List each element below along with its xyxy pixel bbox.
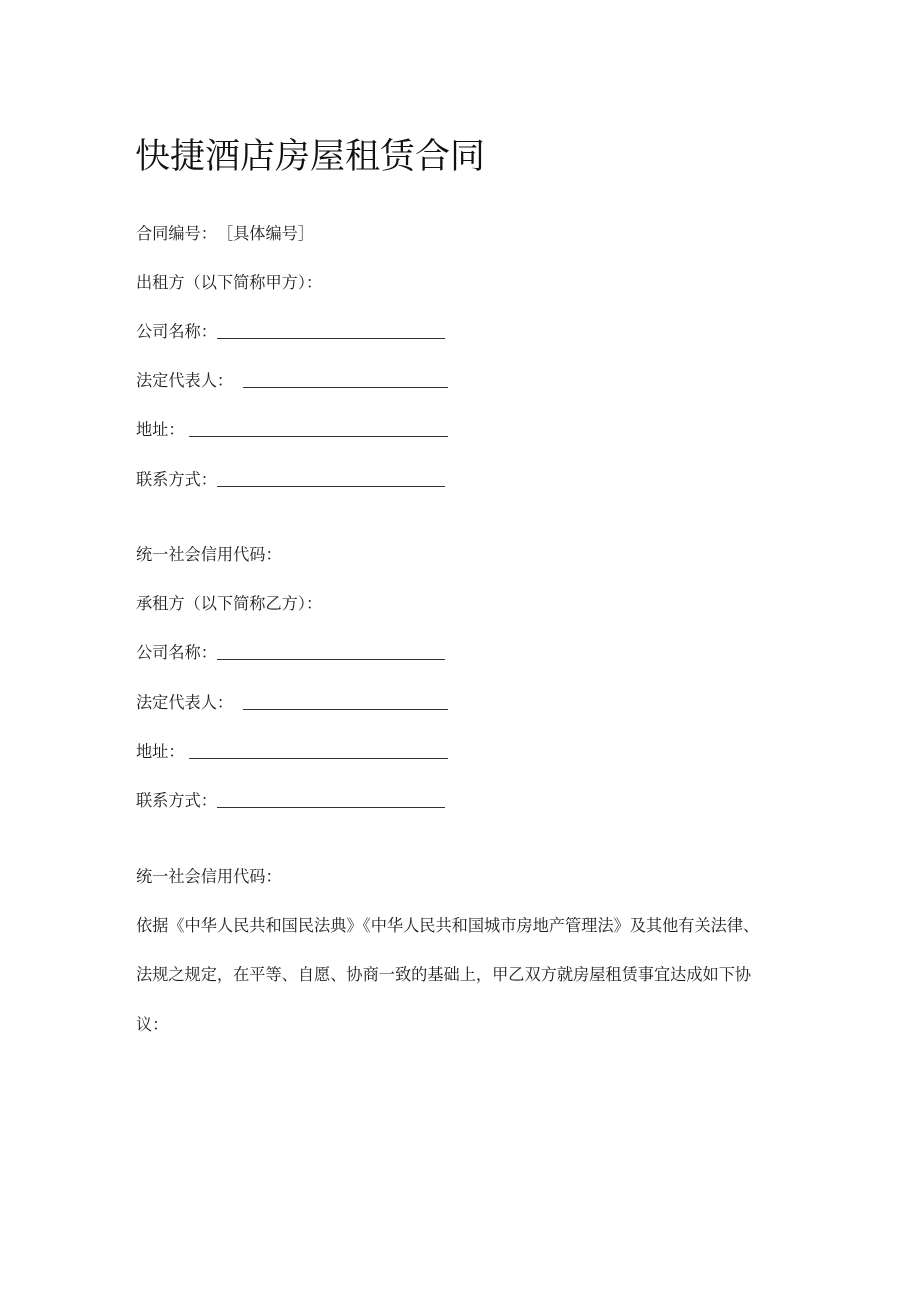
party-a-contact-line	[136, 469, 445, 491]
party-a-contact-label: 联系方式：	[136, 470, 217, 489]
party-a-address-line	[136, 419, 448, 441]
party-a-credit-code-line	[136, 544, 282, 566]
party-a-credit-code-label: 统一社会信用代码：	[136, 545, 282, 564]
contract-number-label: 合同编号：	[136, 224, 217, 243]
party-b-address-blank[interactable]	[189, 742, 448, 759]
party-b-credit-code-line	[136, 866, 282, 888]
party-b-address-line	[136, 741, 448, 763]
party-a-legal-rep-blank[interactable]	[243, 371, 448, 388]
party-a-legal-rep-label: 法定代表人：	[136, 371, 234, 390]
party-a-address-label: 地址：	[136, 420, 185, 439]
party-a-legal-rep-line	[136, 370, 448, 392]
preamble-line-3: 议：	[136, 1015, 169, 1034]
party-a-company-name-label: 公司名称：	[136, 322, 217, 341]
party-b-company-name-blank[interactable]	[217, 643, 445, 660]
party-b-credit-code-label: 统一社会信用代码：	[136, 867, 282, 886]
party-b-legal-rep-blank[interactable]	[243, 693, 448, 710]
party-b-contact-label: 联系方式：	[136, 791, 217, 810]
party-a-heading	[136, 272, 322, 294]
party-a-company-name-blank[interactable]	[217, 322, 445, 339]
party-a-address-blank[interactable]	[189, 420, 448, 437]
party-b-legal-rep-line	[136, 692, 448, 714]
party-b-legal-rep-label: 法定代表人：	[136, 693, 234, 712]
preamble-line-1: 依据《中华人民共和国民法典》《中华人民共和国城市房地产管理法》及其他有关法律、	[136, 916, 760, 935]
party-b-contact-blank[interactable]	[217, 791, 445, 808]
preamble-line-2: 法规之规定，在平等、自愿、协商一致的基础上，甲乙双方就房屋租赁事宜达成如下协	[136, 965, 752, 984]
party-a-heading-text: 出租方（以下简称甲方）：	[136, 273, 323, 292]
party-b-heading	[136, 593, 322, 615]
party-b-company-name-label: 公司名称：	[136, 643, 217, 662]
document-title: 快捷酒店房屋租赁合同	[135, 137, 486, 177]
contract-number-line	[136, 223, 314, 245]
party-a-contact-blank[interactable]	[217, 470, 445, 487]
party-a-company-name-line	[136, 321, 445, 343]
party-b-heading-text: 承租方（以下简称乙方）：	[136, 594, 323, 613]
contract-number-value: ［具体编号］	[216, 224, 315, 243]
party-b-address-label: 地址：	[136, 742, 185, 761]
party-b-company-name-line	[136, 642, 445, 664]
party-b-contact-line	[136, 790, 445, 812]
